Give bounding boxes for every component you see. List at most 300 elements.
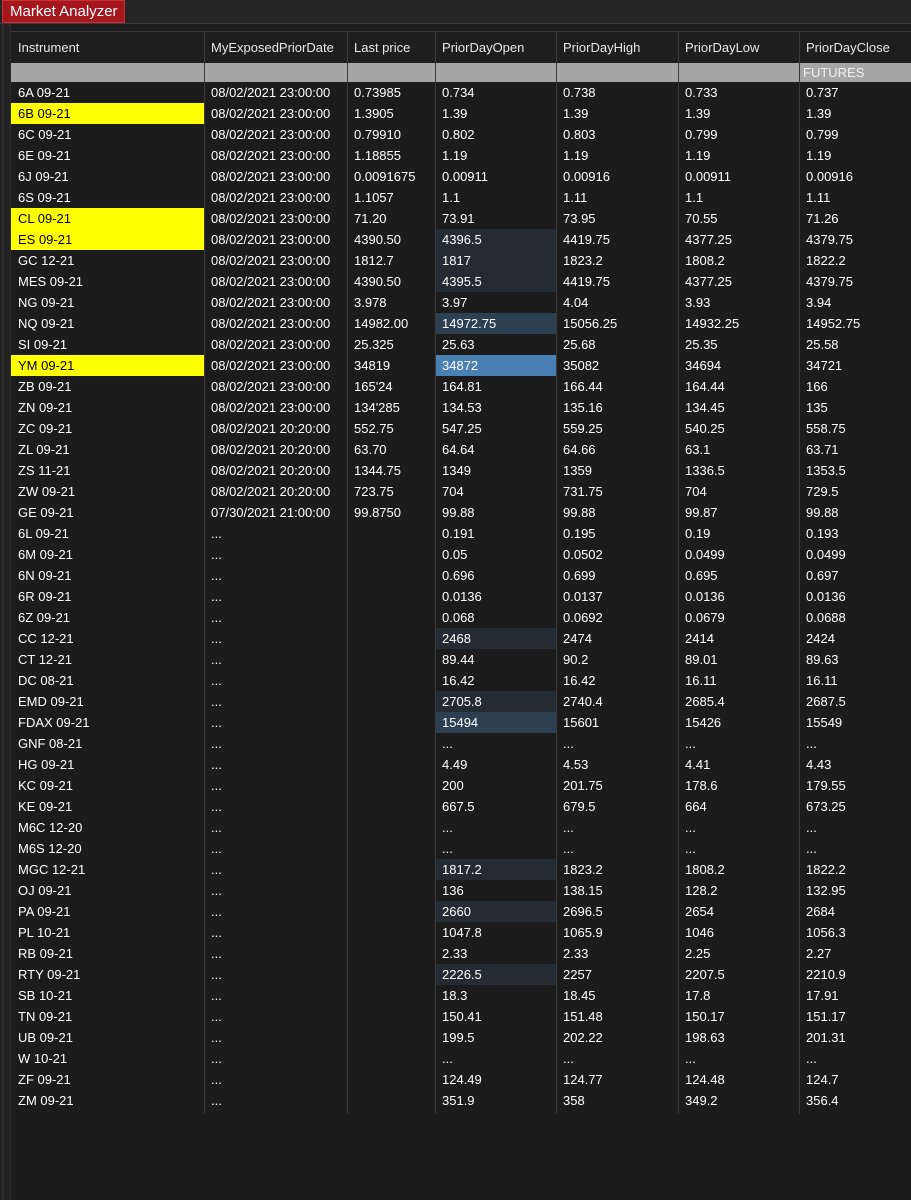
prior-day-close-cell[interactable]: 15549: [806, 715, 843, 730]
instrument-cell[interactable]: 6Z 09-21: [18, 610, 71, 625]
prior-day-close-cell[interactable]: 1822.2: [806, 862, 846, 877]
prior-day-high-cell[interactable]: 0.0502: [563, 547, 603, 562]
instrument-cell[interactable]: ZN 09-21: [18, 400, 73, 415]
instrument-cell[interactable]: TN 09-21: [18, 1009, 73, 1024]
last-price-cell[interactable]: 552.75: [354, 421, 394, 436]
instrument-cell[interactable]: 6R 09-21: [18, 589, 72, 604]
last-price-cell[interactable]: [347, 775, 435, 796]
prior-day-open-cell[interactable]: 2.33: [442, 946, 468, 961]
prior-day-open-cell[interactable]: 0.734: [442, 85, 475, 100]
prior-day-close-cell[interactable]: ...: [806, 820, 817, 835]
prior-day-low-cell[interactable]: 4377.25: [685, 232, 732, 247]
prior-day-close-cell[interactable]: 558.75: [806, 421, 846, 436]
prior-day-close-cell[interactable]: 0.0688: [806, 610, 846, 625]
prior-day-high-cell[interactable]: 15056.25: [563, 316, 618, 331]
prior-date-cell[interactable]: ...: [211, 1009, 222, 1024]
last-price-cell[interactable]: [347, 985, 435, 1006]
table-row[interactable]: [11, 691, 911, 712]
last-price-cell[interactable]: [347, 1048, 435, 1069]
prior-date-cell[interactable]: 08/02/2021 20:20:00: [211, 421, 331, 436]
prior-day-open-cell[interactable]: ...: [442, 1051, 453, 1066]
table-row[interactable]: [11, 481, 911, 502]
table-row[interactable]: [11, 397, 911, 418]
prior-day-open-cell[interactable]: 99.88: [442, 505, 475, 520]
instrument-cell[interactable]: 6S 09-21: [18, 190, 71, 205]
prior-date-cell[interactable]: ...: [211, 820, 222, 835]
instrument-cell[interactable]: MES 09-21: [18, 274, 84, 289]
prior-day-high-cell[interactable]: 0.195: [563, 526, 596, 541]
prior-day-open-cell[interactable]: 1349: [442, 463, 471, 478]
table-row[interactable]: [11, 439, 911, 460]
prior-day-high-cell[interactable]: 1823.2: [563, 862, 603, 877]
instrument-cell[interactable]: UB 09-21: [18, 1030, 73, 1045]
prior-day-close-cell[interactable]: 2684: [806, 904, 835, 919]
prior-day-open-cell[interactable]: ...: [442, 820, 453, 835]
table-row[interactable]: [11, 124, 911, 145]
prior-day-high-cell[interactable]: ...: [563, 820, 574, 835]
prior-day-open-cell[interactable]: 64.64: [442, 442, 475, 457]
instrument-cell[interactable]: KC 09-21: [18, 778, 73, 793]
prior-day-high-cell[interactable]: 4419.75: [563, 274, 610, 289]
prior-date-cell[interactable]: ...: [211, 967, 222, 982]
prior-day-close-cell[interactable]: 0.0499: [806, 547, 846, 562]
prior-day-high-cell[interactable]: 4419.75: [563, 232, 610, 247]
prior-day-high-cell[interactable]: 559.25: [563, 421, 603, 436]
prior-day-high-cell[interactable]: 0.699: [563, 568, 596, 583]
prior-day-high-cell[interactable]: 1.11: [563, 190, 588, 205]
prior-day-close-cell[interactable]: 179.55: [806, 778, 846, 793]
last-price-cell[interactable]: 14982.00: [354, 316, 409, 331]
last-price-cell[interactable]: 0.0091675: [354, 169, 416, 184]
prior-day-open-cell[interactable]: 667.5: [442, 799, 475, 814]
last-price-cell[interactable]: [347, 964, 435, 985]
column-header-prior-day-low[interactable]: PriorDayLow: [685, 40, 760, 55]
instrument-cell[interactable]: PL 10-21: [18, 925, 71, 940]
prior-day-low-cell[interactable]: 15426: [685, 715, 722, 730]
prior-day-high-cell[interactable]: 2696.5: [563, 904, 603, 919]
instrument-cell[interactable]: SB 10-21: [18, 988, 73, 1003]
prior-date-cell[interactable]: 08/02/2021 23:00:00: [211, 85, 331, 100]
prior-day-low-cell[interactable]: 2414: [685, 631, 714, 646]
table-row[interactable]: [11, 607, 911, 628]
prior-day-low-cell[interactable]: 4.41: [685, 757, 711, 772]
last-price-cell[interactable]: 165'24: [354, 379, 393, 394]
prior-day-low-cell[interactable]: 0.19: [685, 526, 711, 541]
last-price-cell[interactable]: [347, 649, 435, 670]
prior-day-close-cell[interactable]: ...: [806, 1051, 817, 1066]
instrument-cell[interactable]: W 10-21: [18, 1051, 68, 1066]
instrument-cell[interactable]: GNF 08-21: [18, 736, 83, 751]
prior-day-open-cell[interactable]: 124.49: [442, 1072, 482, 1087]
prior-date-cell[interactable]: 08/02/2021 20:20:00: [211, 463, 331, 478]
prior-day-high-cell[interactable]: 1.39: [563, 106, 589, 121]
instrument-cell[interactable]: HG 09-21: [18, 757, 75, 772]
prior-day-open-cell[interactable]: 2705.8: [435, 691, 556, 712]
prior-date-cell[interactable]: 08/02/2021 23:00:00: [211, 169, 331, 184]
prior-day-open-cell[interactable]: 4.49: [442, 757, 468, 772]
prior-day-low-cell[interactable]: 0.0136: [685, 589, 725, 604]
instrument-cell[interactable]: MGC 12-21: [18, 862, 86, 877]
table-row[interactable]: [11, 817, 911, 838]
table-row[interactable]: [11, 733, 911, 754]
last-price-cell[interactable]: 34819: [354, 358, 391, 373]
last-price-cell[interactable]: 4390.50: [354, 274, 401, 289]
instrument-cell[interactable]: 6L 09-21: [18, 526, 69, 541]
prior-day-open-cell[interactable]: 1.1: [442, 190, 461, 205]
prior-day-close-cell[interactable]: 2687.5: [806, 694, 846, 709]
prior-day-high-cell[interactable]: 15601: [563, 715, 600, 730]
prior-day-close-cell[interactable]: 14952.75: [806, 316, 861, 331]
last-price-cell[interactable]: [347, 607, 435, 628]
prior-day-high-cell[interactable]: 1823.2: [563, 253, 603, 268]
prior-day-high-cell[interactable]: 2257: [563, 967, 592, 982]
prior-date-cell[interactable]: 08/02/2021 20:20:00: [211, 442, 331, 457]
prior-date-cell[interactable]: ...: [211, 799, 222, 814]
last-price-cell[interactable]: 99.8750: [354, 505, 401, 520]
prior-date-cell[interactable]: 08/02/2021 20:20:00: [211, 484, 331, 499]
prior-date-cell[interactable]: ...: [211, 1030, 222, 1045]
prior-day-low-cell[interactable]: ...: [685, 841, 696, 856]
instrument-cell[interactable]: RB 09-21: [18, 946, 73, 961]
prior-day-high-cell[interactable]: 18.45: [563, 988, 596, 1003]
last-price-cell[interactable]: [347, 1069, 435, 1090]
prior-day-high-cell[interactable]: 0.0692: [563, 610, 603, 625]
prior-day-low-cell[interactable]: 178.6: [685, 778, 718, 793]
instrument-cell[interactable]: ZL 09-21: [18, 442, 70, 457]
last-price-cell[interactable]: [347, 796, 435, 817]
prior-day-open-cell[interactable]: 0.0136: [442, 589, 482, 604]
last-price-cell[interactable]: 1344.75: [354, 463, 401, 478]
last-price-cell[interactable]: [347, 880, 435, 901]
prior-day-open-cell[interactable]: 1047.8: [442, 925, 482, 940]
column-divider[interactable]: [799, 31, 800, 1114]
prior-day-close-cell[interactable]: 16.11: [806, 673, 838, 688]
column-header-instrument[interactable]: Instrument: [18, 40, 80, 55]
table-row[interactable]: [11, 922, 911, 943]
prior-day-low-cell[interactable]: ...: [685, 1051, 696, 1066]
column-divider[interactable]: [347, 31, 348, 1114]
table-row[interactable]: [11, 964, 911, 985]
prior-day-high-cell[interactable]: 16.42: [563, 673, 596, 688]
table-row[interactable]: [11, 628, 911, 649]
last-price-cell[interactable]: [347, 712, 435, 733]
prior-date-cell[interactable]: 07/30/2021 21:00:00: [211, 505, 331, 520]
last-price-cell[interactable]: 63.70: [354, 442, 387, 457]
last-price-cell[interactable]: [347, 943, 435, 964]
prior-day-low-cell[interactable]: ...: [685, 820, 696, 835]
prior-day-open-cell[interactable]: 4396.5: [435, 229, 556, 250]
prior-day-high-cell[interactable]: 0.803: [563, 127, 596, 142]
prior-date-cell[interactable]: ...: [211, 652, 222, 667]
prior-day-open-cell[interactable]: 199.5: [442, 1030, 475, 1045]
instrument-cell[interactable]: GC 12-21: [18, 253, 75, 268]
prior-day-open-cell[interactable]: 16.42: [442, 673, 475, 688]
prior-day-high-cell[interactable]: 99.88: [563, 505, 596, 520]
table-row[interactable]: [11, 166, 911, 187]
prior-day-close-cell[interactable]: 2424: [806, 631, 835, 646]
prior-date-cell[interactable]: ...: [211, 736, 222, 751]
last-price-cell[interactable]: 723.75: [354, 484, 394, 499]
last-price-cell[interactable]: [347, 691, 435, 712]
prior-day-close-cell[interactable]: 89.63: [806, 652, 839, 667]
prior-day-close-cell[interactable]: 151.17: [806, 1009, 846, 1024]
prior-day-high-cell[interactable]: 679.5: [563, 799, 596, 814]
prior-day-open-cell[interactable]: ...: [442, 841, 453, 856]
instrument-cell[interactable]: NQ 09-21: [18, 316, 75, 331]
instrument-cell[interactable]: CC 12-21: [18, 631, 74, 646]
prior-date-cell[interactable]: ...: [211, 715, 222, 730]
instrument-group-row[interactable]: [11, 63, 911, 82]
prior-day-high-cell[interactable]: 35082: [563, 358, 600, 373]
last-price-cell[interactable]: [347, 544, 435, 565]
column-divider[interactable]: [556, 31, 557, 1114]
prior-day-low-cell[interactable]: 89.01: [685, 652, 718, 667]
instrument-cell[interactable]: PA 09-21: [18, 904, 71, 919]
instrument-cell[interactable]: M6S 12-20: [18, 841, 82, 856]
prior-day-close-cell[interactable]: 0.799: [806, 127, 839, 142]
prior-day-low-cell[interactable]: 34694: [685, 358, 722, 373]
table-row[interactable]: [11, 649, 911, 670]
instrument-cell[interactable]: ZB 09-21: [18, 379, 72, 394]
prior-day-open-cell[interactable]: 3.97: [442, 295, 468, 310]
table-row[interactable]: [11, 712, 911, 733]
window-title-tab[interactable]: Market Analyzer: [2, 0, 125, 23]
prior-day-high-cell[interactable]: 25.68: [563, 337, 596, 352]
prior-date-cell[interactable]: 08/02/2021 23:00:00: [211, 400, 331, 415]
prior-day-low-cell[interactable]: 664: [685, 799, 707, 814]
prior-day-high-cell[interactable]: 201.75: [563, 778, 603, 793]
prior-day-high-cell[interactable]: 1.19: [563, 148, 589, 163]
prior-day-close-cell[interactable]: 1.39: [806, 106, 832, 121]
instrument-cell[interactable]: 6C 09-21: [18, 127, 72, 142]
prior-day-close-cell[interactable]: 0.00916: [806, 169, 853, 184]
prior-day-low-cell[interactable]: 63.1: [685, 442, 711, 457]
last-price-cell[interactable]: 1.1057: [354, 190, 394, 205]
last-price-cell[interactable]: [347, 1006, 435, 1027]
table-row[interactable]: [11, 565, 911, 586]
prior-day-low-cell[interactable]: 349.2: [685, 1093, 718, 1108]
prior-day-high-cell[interactable]: 4.53: [563, 757, 589, 772]
prior-day-open-cell[interactable]: 1817.2: [435, 859, 556, 880]
column-header-my-exposed-prior-date[interactable]: MyExposedPriorDate: [211, 40, 334, 55]
prior-date-cell[interactable]: ...: [211, 589, 222, 604]
prior-day-low-cell[interactable]: 3.93: [685, 295, 711, 310]
prior-date-cell[interactable]: ...: [211, 1051, 222, 1066]
table-row[interactable]: [11, 103, 911, 124]
last-price-cell[interactable]: [347, 838, 435, 859]
table-row[interactable]: [11, 670, 911, 691]
last-price-cell[interactable]: 71.20: [354, 211, 387, 226]
prior-date-cell[interactable]: ...: [211, 904, 222, 919]
prior-day-high-cell[interactable]: 135.16: [563, 400, 603, 415]
prior-day-open-cell[interactable]: 2226.5: [435, 964, 556, 985]
prior-date-cell[interactable]: ...: [211, 988, 222, 1003]
last-price-cell[interactable]: 1.3905: [354, 106, 394, 121]
last-price-cell[interactable]: [347, 901, 435, 922]
prior-date-cell[interactable]: ...: [211, 694, 222, 709]
prior-day-high-cell[interactable]: 2474: [563, 631, 592, 646]
prior-day-open-cell[interactable]: 4395.5: [435, 271, 556, 292]
last-price-cell[interactable]: [347, 754, 435, 775]
table-row[interactable]: [11, 292, 911, 313]
prior-day-open-cell[interactable]: 1.19: [442, 148, 468, 163]
table-row[interactable]: [11, 586, 911, 607]
instrument-cell[interactable]: 6E 09-21: [18, 148, 71, 163]
column-header-prior-day-open[interactable]: PriorDayOpen: [442, 40, 525, 55]
prior-day-open-cell[interactable]: 0.00911: [442, 169, 489, 184]
prior-day-close-cell[interactable]: 2210.9: [806, 967, 846, 982]
prior-day-low-cell[interactable]: 164.44: [685, 379, 725, 394]
prior-day-close-cell[interactable]: 729.5: [806, 484, 839, 499]
prior-day-close-cell[interactable]: 1056.3: [806, 925, 846, 940]
prior-day-open-cell[interactable]: 1817: [435, 250, 556, 271]
instrument-cell[interactable]: ES 09-21: [11, 229, 204, 250]
prior-day-open-cell[interactable]: 15494: [435, 712, 556, 733]
prior-date-cell[interactable]: ...: [211, 841, 222, 856]
instrument-cell[interactable]: CT 12-21: [18, 652, 72, 667]
prior-day-low-cell[interactable]: 14932.25: [685, 316, 740, 331]
last-price-cell[interactable]: [347, 733, 435, 754]
table-row[interactable]: [11, 460, 911, 481]
prior-day-close-cell[interactable]: 1.11: [806, 190, 831, 205]
last-price-cell[interactable]: 134'285: [354, 400, 400, 415]
last-price-cell[interactable]: [347, 586, 435, 607]
prior-day-low-cell[interactable]: 1808.2: [685, 862, 725, 877]
prior-date-cell[interactable]: ...: [211, 946, 222, 961]
prior-day-open-cell[interactable]: 25.63: [442, 337, 475, 352]
instrument-cell[interactable]: OJ 09-21: [18, 883, 72, 898]
prior-day-close-cell[interactable]: 0.737: [806, 85, 839, 100]
prior-date-cell[interactable]: ...: [211, 568, 222, 583]
prior-day-low-cell[interactable]: 0.0499: [685, 547, 725, 562]
prior-day-close-cell[interactable]: 0.193: [806, 526, 839, 541]
prior-day-low-cell[interactable]: 124.48: [685, 1072, 725, 1087]
prior-day-low-cell[interactable]: 2207.5: [685, 967, 725, 982]
prior-day-open-cell[interactable]: 164.81: [442, 379, 482, 394]
prior-date-cell[interactable]: 08/02/2021 23:00:00: [211, 295, 331, 310]
prior-date-cell[interactable]: 08/02/2021 23:00:00: [211, 358, 331, 373]
prior-day-close-cell[interactable]: 135: [806, 400, 828, 415]
table-row[interactable]: [11, 208, 911, 229]
prior-day-low-cell[interactable]: 128.2: [685, 883, 718, 898]
prior-day-high-cell[interactable]: 138.15: [563, 883, 603, 898]
instrument-cell[interactable]: ZC 09-21: [18, 421, 73, 436]
prior-day-close-cell[interactable]: 34721: [806, 358, 843, 373]
prior-day-high-cell[interactable]: 90.2: [563, 652, 589, 667]
prior-date-cell[interactable]: 08/02/2021 23:00:00: [211, 148, 331, 163]
table-row[interactable]: [11, 985, 911, 1006]
table-row[interactable]: [11, 376, 911, 397]
column-header-prior-day-close[interactable]: PriorDayClose: [806, 40, 890, 55]
instrument-cell[interactable]: 6A 09-21: [18, 85, 71, 100]
prior-date-cell[interactable]: 08/02/2021 23:00:00: [211, 211, 331, 226]
instrument-cell[interactable]: YM 09-21: [11, 355, 204, 376]
prior-date-cell[interactable]: ...: [211, 883, 222, 898]
prior-date-cell[interactable]: ...: [211, 1093, 222, 1108]
prior-day-close-cell[interactable]: ...: [806, 841, 817, 856]
table-row[interactable]: [11, 523, 911, 544]
prior-day-high-cell[interactable]: 202.22: [563, 1030, 603, 1045]
instrument-cell[interactable]: FDAX 09-21: [18, 715, 90, 730]
prior-day-high-cell[interactable]: 2740.4: [563, 694, 603, 709]
table-row[interactable]: [11, 229, 911, 250]
prior-day-close-cell[interactable]: 17.91: [806, 988, 839, 1003]
prior-day-close-cell[interactable]: ...: [806, 736, 817, 751]
last-price-cell[interactable]: 1.18855: [354, 148, 401, 163]
prior-day-close-cell[interactable]: 1.19: [806, 148, 832, 163]
prior-day-low-cell[interactable]: 25.35: [685, 337, 718, 352]
prior-day-open-cell[interactable]: 2468: [435, 628, 556, 649]
table-row[interactable]: [11, 544, 911, 565]
prior-day-high-cell[interactable]: 1359: [563, 463, 592, 478]
prior-date-cell[interactable]: ...: [211, 778, 222, 793]
instrument-cell[interactable]: EMD 09-21: [18, 694, 84, 709]
table-row[interactable]: [11, 187, 911, 208]
prior-day-high-cell[interactable]: ...: [563, 736, 574, 751]
prior-date-cell[interactable]: 08/02/2021 23:00:00: [211, 379, 331, 394]
table-row[interactable]: [11, 418, 911, 439]
prior-day-close-cell[interactable]: 2.27: [806, 946, 832, 961]
instrument-cell[interactable]: RTY 09-21: [18, 967, 81, 982]
prior-day-low-cell[interactable]: 4377.25: [685, 274, 732, 289]
prior-date-cell[interactable]: ...: [211, 547, 222, 562]
prior-day-open-cell[interactable]: 136: [442, 883, 464, 898]
prior-day-low-cell[interactable]: 1046: [685, 925, 714, 940]
table-row[interactable]: [11, 754, 911, 775]
last-price-cell[interactable]: [347, 1090, 435, 1111]
prior-day-high-cell[interactable]: 358: [563, 1093, 585, 1108]
table-row[interactable]: [11, 1048, 911, 1069]
column-header-prior-day-high[interactable]: PriorDayHigh: [563, 40, 641, 55]
prior-day-low-cell[interactable]: 1808.2: [685, 253, 725, 268]
prior-day-close-cell[interactable]: 4379.75: [806, 232, 853, 247]
prior-day-close-cell[interactable]: 3.94: [806, 295, 832, 310]
prior-day-low-cell[interactable]: ...: [685, 736, 696, 751]
last-price-cell[interactable]: 25.325: [354, 337, 394, 352]
table-row[interactable]: [11, 271, 911, 292]
prior-day-open-cell[interactable]: 89.44: [442, 652, 475, 667]
prior-day-open-cell[interactable]: 704: [442, 484, 464, 499]
prior-date-cell[interactable]: 08/02/2021 23:00:00: [211, 316, 331, 331]
prior-day-low-cell[interactable]: 1.19: [685, 148, 711, 163]
last-price-cell[interactable]: [347, 817, 435, 838]
table-row[interactable]: [11, 82, 911, 103]
table-row[interactable]: [11, 901, 911, 922]
last-price-cell[interactable]: 4390.50: [354, 232, 401, 247]
instrument-cell[interactable]: 6N 09-21: [18, 568, 72, 583]
column-divider[interactable]: [678, 31, 679, 1114]
prior-day-close-cell[interactable]: 25.58: [806, 337, 839, 352]
table-row[interactable]: [11, 355, 911, 376]
prior-day-open-cell[interactable]: 0.05: [442, 547, 468, 562]
prior-day-low-cell[interactable]: 0.00911: [685, 169, 732, 184]
prior-date-cell[interactable]: 08/02/2021 23:00:00: [211, 232, 331, 247]
prior-day-close-cell[interactable]: 673.25: [806, 799, 846, 814]
prior-day-open-cell[interactable]: 150.41: [442, 1009, 482, 1024]
instrument-cell[interactable]: DC 08-21: [18, 673, 74, 688]
prior-day-low-cell[interactable]: 704: [685, 484, 707, 499]
prior-day-open-cell[interactable]: 547.25: [442, 421, 482, 436]
prior-day-low-cell[interactable]: 1.1: [685, 190, 704, 205]
prior-day-high-cell[interactable]: 2.33: [563, 946, 589, 961]
last-price-cell[interactable]: [347, 1027, 435, 1048]
prior-day-high-cell[interactable]: 731.75: [563, 484, 603, 499]
prior-date-cell[interactable]: ...: [211, 526, 222, 541]
last-price-cell[interactable]: [347, 565, 435, 586]
prior-date-cell[interactable]: ...: [211, 1072, 222, 1087]
prior-day-low-cell[interactable]: 0.799: [685, 127, 718, 142]
prior-day-low-cell[interactable]: 150.17: [685, 1009, 725, 1024]
